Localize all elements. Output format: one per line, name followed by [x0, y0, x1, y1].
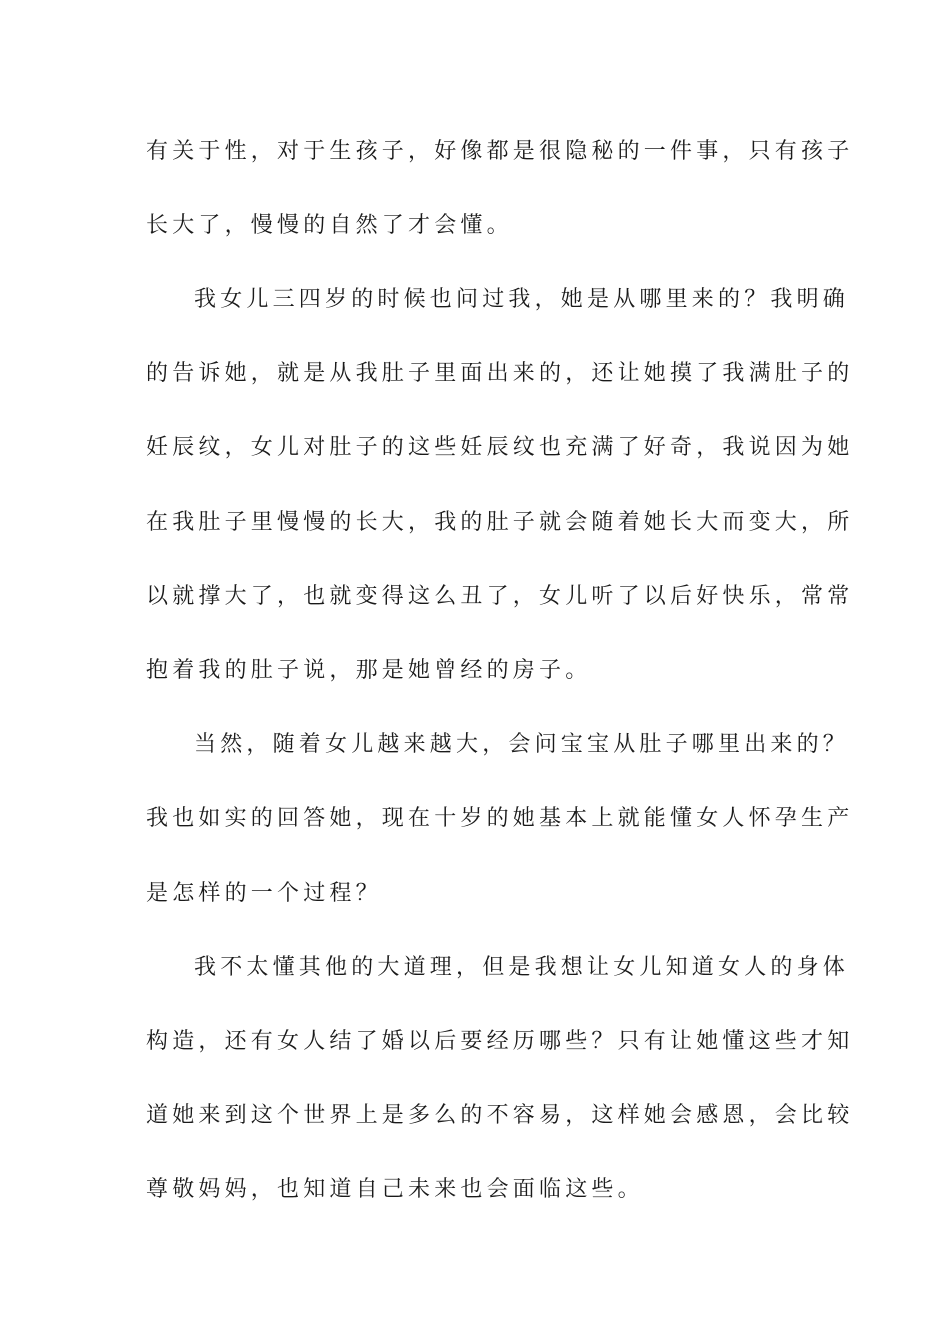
- text-line: 道她来到这个世界上是多么的不容易，这样她会感恩，会比较: [146, 1103, 854, 1128]
- text-line: 是怎样的一个过程？: [146, 881, 382, 906]
- paragraph-first-line: 当然，随着女儿越来越大，会问宝宝从肚子哪里出来的？: [194, 732, 850, 757]
- text-line: 构造，还有女人结了婚以后要经历哪些？只有让她懂这些才知: [146, 1029, 854, 1054]
- paragraph-first-line: 我女儿三四岁的时候也问过我，她是从哪里来的？我明确: [194, 287, 850, 312]
- text-line: 抱着我的肚子说，那是她曾经的房子。: [146, 658, 592, 683]
- text-line: 的告诉她，就是从我肚子里面出来的，还让她摸了我满肚子的: [146, 361, 854, 386]
- text-line: 尊敬妈妈，也知道自己未来也会面临这些。: [146, 1177, 644, 1202]
- text-line: 以就撑大了，也就变得这么丑了，女儿听了以后好快乐，常常: [146, 584, 854, 609]
- text-line: 长大了，慢慢的自然了才会懂。: [146, 213, 513, 238]
- paragraph-first-line: 我不太懂其他的大道理，但是我想让女儿知道女人的身体: [194, 955, 850, 980]
- text-line: 在我肚子里慢慢的长大，我的肚子就会随着她长大而变大，所: [146, 510, 854, 535]
- text-line: 妊辰纹，女儿对肚子的这些妊辰纹也充满了好奇，我说因为她: [146, 435, 854, 460]
- text-line: 有关于性，对于生孩子，好像都是很隐秘的一件事，只有孩子: [146, 139, 854, 164]
- text-line: 我也如实的回答她，现在十岁的她基本上就能懂女人怀孕生产: [146, 806, 854, 831]
